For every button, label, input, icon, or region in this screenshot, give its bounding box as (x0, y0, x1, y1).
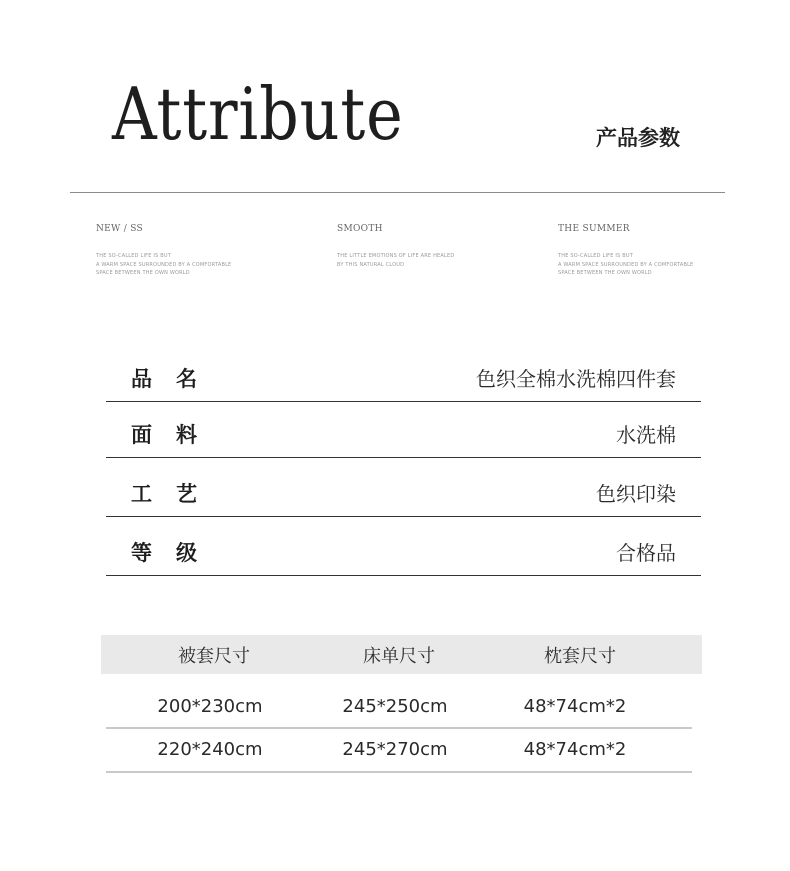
tag-title: SMOOTH (337, 224, 383, 234)
tag-new-ss (96, 224, 246, 278)
tag-the-summer (558, 224, 708, 278)
tag-title: THE SUMMER (558, 224, 630, 234)
row-divider (106, 771, 692, 773)
header-pillowcase-size: 枕套尺寸 (544, 646, 616, 667)
cell-pillowcase-size: 48*74cm*2 (523, 739, 627, 760)
size-table-header (101, 635, 702, 674)
tag-description: THE SO-CALLED LIFE IS BUT A WARM SPACE SURROUNDED BY A COMFORTABLE SPACE BETWEEN THE OWN WORLD (96, 253, 232, 276)
attribute-label: 等级 (131, 541, 221, 565)
attribute-label: 品名 (131, 367, 221, 391)
hero-subtitle-cn: 产品参数 (596, 126, 680, 150)
tag-title: NEW / SS (96, 224, 144, 234)
size-table (101, 635, 702, 760)
attribute-list (106, 352, 701, 576)
attribute-value: 合格品 (616, 541, 676, 565)
attribute-value: 色织印染 (596, 482, 676, 506)
attribute-value: 水洗棉 (616, 423, 676, 447)
table-row (101, 674, 702, 717)
cell-duvet-size: 200*230cm (157, 696, 263, 717)
hero-divider (70, 192, 725, 193)
attribute-row-grade (106, 517, 701, 576)
tag-description: THE SO-CALLED LIFE IS BUT A WARM SPACE SURROUNDED BY A COMFORTABLE SPACE BETWEEN THE OWN WORLD (558, 253, 694, 276)
row-divider (106, 727, 692, 729)
tag-description: THE LITTLE EMOTIONS OF LIFE ARE HEALED BY THIS NATURAL CLOUD (337, 253, 455, 268)
header-duvet-size: 被套尺寸 (178, 646, 250, 667)
attribute-label: 面料 (131, 423, 221, 447)
table-row (101, 717, 702, 760)
hero-title: Attribute (112, 72, 404, 156)
attribute-label: 工艺 (131, 482, 221, 506)
header-sheet-size: 床单尺寸 (363, 646, 435, 667)
attribute-row-fabric (106, 402, 701, 458)
cell-pillowcase-size: 48*74cm*2 (523, 696, 627, 717)
attribute-value: 色织全棉水洗棉四件套 (476, 367, 676, 391)
tag-smooth (337, 224, 487, 269)
cell-sheet-size: 245*250cm (342, 696, 448, 717)
attribute-row-name (106, 352, 701, 402)
cell-duvet-size: 220*240cm (157, 739, 263, 760)
attribute-row-craft (106, 458, 701, 517)
cell-sheet-size: 245*270cm (342, 739, 448, 760)
